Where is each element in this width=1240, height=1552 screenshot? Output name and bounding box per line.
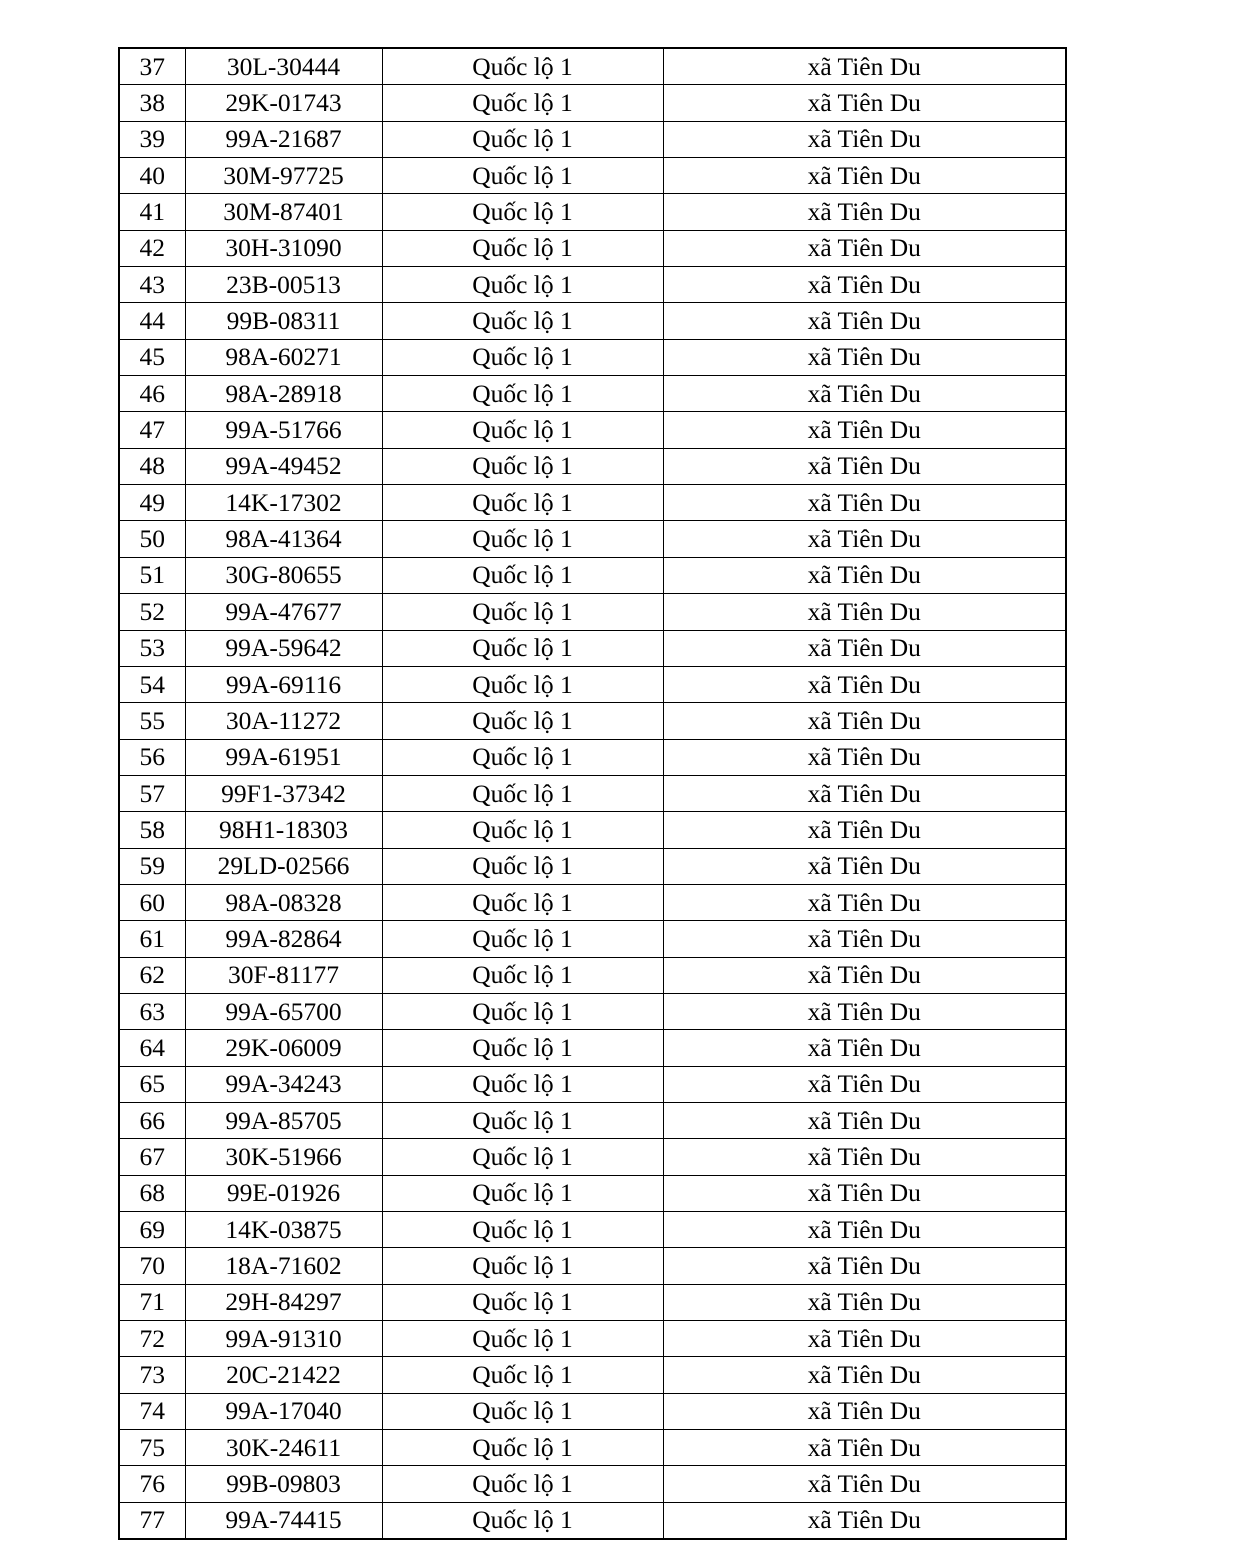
- cell-road: Quốc lộ 1: [382, 921, 663, 957]
- cell-road: Quốc lộ 1: [382, 1502, 663, 1539]
- table-row: [119, 666, 1066, 702]
- cell-index: 56: [119, 739, 185, 775]
- cell-license-plate: 18A-71602: [185, 1248, 382, 1284]
- cell-ward: xã Tiên Du: [663, 630, 1066, 666]
- table-row: [119, 48, 1066, 85]
- table-row: [119, 85, 1066, 121]
- cell-ward: xã Tiên Du: [663, 1139, 1066, 1175]
- cell-license-plate: 99A-65700: [185, 993, 382, 1029]
- cell-index: 63: [119, 993, 185, 1029]
- cell-ward: xã Tiên Du: [663, 1357, 1066, 1393]
- cell-license-plate: 99A-91310: [185, 1321, 382, 1357]
- cell-ward: xã Tiên Du: [663, 1466, 1066, 1502]
- table-row: [119, 1248, 1066, 1284]
- cell-road: Quốc lộ 1: [382, 85, 663, 121]
- cell-ward: xã Tiên Du: [663, 121, 1066, 157]
- cell-license-plate: 99A-59642: [185, 630, 382, 666]
- cell-license-plate: 30K-24611: [185, 1430, 382, 1466]
- cell-index: 37: [119, 48, 185, 85]
- cell-index: 39: [119, 121, 185, 157]
- cell-road: Quốc lộ 1: [382, 1393, 663, 1429]
- cell-road: Quốc lộ 1: [382, 485, 663, 521]
- cell-license-plate: 99A-49452: [185, 448, 382, 484]
- table-row: [119, 957, 1066, 993]
- table-row: [119, 1175, 1066, 1211]
- cell-ward: xã Tiên Du: [663, 921, 1066, 957]
- cell-license-plate: 14K-17302: [185, 485, 382, 521]
- cell-license-plate: 99E-01926: [185, 1175, 382, 1211]
- table-row: [119, 267, 1066, 303]
- cell-ward: xã Tiên Du: [663, 739, 1066, 775]
- cell-ward: xã Tiên Du: [663, 1430, 1066, 1466]
- cell-license-plate: 30A-11272: [185, 703, 382, 739]
- cell-road: Quốc lộ 1: [382, 630, 663, 666]
- table-row: [119, 1502, 1066, 1539]
- cell-ward: xã Tiên Du: [663, 848, 1066, 884]
- cell-ward: xã Tiên Du: [663, 957, 1066, 993]
- cell-license-plate: 30M-87401: [185, 194, 382, 230]
- cell-license-plate: 14K-03875: [185, 1212, 382, 1248]
- cell-road: Quốc lộ 1: [382, 1284, 663, 1320]
- cell-road: Quốc lộ 1: [382, 1357, 663, 1393]
- cell-index: 70: [119, 1248, 185, 1284]
- cell-ward: xã Tiên Du: [663, 448, 1066, 484]
- cell-index: 49: [119, 485, 185, 521]
- table-row: [119, 303, 1066, 339]
- table-row: [119, 557, 1066, 593]
- table-row: [119, 1284, 1066, 1320]
- table-row: [119, 775, 1066, 811]
- cell-index: 46: [119, 376, 185, 412]
- cell-license-plate: 30F-81177: [185, 957, 382, 993]
- table-row: [119, 158, 1066, 194]
- cell-index: 73: [119, 1357, 185, 1393]
- table-row: [119, 1393, 1066, 1429]
- table-row: [119, 1102, 1066, 1138]
- cell-license-plate: 29LD-02566: [185, 848, 382, 884]
- cell-license-plate: 99B-09803: [185, 1466, 382, 1502]
- cell-index: 60: [119, 884, 185, 920]
- cell-index: 55: [119, 703, 185, 739]
- cell-ward: xã Tiên Du: [663, 1284, 1066, 1320]
- cell-ward: xã Tiên Du: [663, 703, 1066, 739]
- cell-road: Quốc lộ 1: [382, 557, 663, 593]
- cell-license-plate: 99A-34243: [185, 1066, 382, 1102]
- table-row: [119, 1139, 1066, 1175]
- cell-index: 61: [119, 921, 185, 957]
- table-row: [119, 412, 1066, 448]
- cell-road: Quốc lộ 1: [382, 448, 663, 484]
- cell-index: 62: [119, 957, 185, 993]
- cell-road: Quốc lộ 1: [382, 1030, 663, 1066]
- cell-ward: xã Tiên Du: [663, 993, 1066, 1029]
- cell-index: 77: [119, 1502, 185, 1539]
- cell-road: Quốc lộ 1: [382, 1321, 663, 1357]
- cell-ward: xã Tiên Du: [663, 884, 1066, 920]
- cell-road: Quốc lộ 1: [382, 884, 663, 920]
- cell-index: 74: [119, 1393, 185, 1429]
- cell-license-plate: 99A-17040: [185, 1393, 382, 1429]
- cell-ward: xã Tiên Du: [663, 303, 1066, 339]
- cell-ward: xã Tiên Du: [663, 485, 1066, 521]
- cell-road: Quốc lộ 1: [382, 775, 663, 811]
- cell-ward: xã Tiên Du: [663, 812, 1066, 848]
- cell-road: Quốc lộ 1: [382, 339, 663, 375]
- table-container: [118, 47, 1065, 1540]
- cell-index: 66: [119, 1102, 185, 1138]
- table-row: [119, 594, 1066, 630]
- cell-license-plate: 23B-00513: [185, 267, 382, 303]
- cell-index: 71: [119, 1284, 185, 1320]
- cell-ward: xã Tiên Du: [663, 1502, 1066, 1539]
- cell-index: 76: [119, 1466, 185, 1502]
- cell-index: 69: [119, 1212, 185, 1248]
- cell-road: Quốc lộ 1: [382, 158, 663, 194]
- table-row: [119, 376, 1066, 412]
- cell-index: 42: [119, 230, 185, 266]
- table-row: [119, 739, 1066, 775]
- cell-ward: xã Tiên Du: [663, 1393, 1066, 1429]
- cell-ward: xã Tiên Du: [663, 48, 1066, 85]
- table-row: [119, 848, 1066, 884]
- cell-road: Quốc lộ 1: [382, 848, 663, 884]
- cell-license-plate: 99A-21687: [185, 121, 382, 157]
- cell-index: 44: [119, 303, 185, 339]
- cell-index: 43: [119, 267, 185, 303]
- cell-ward: xã Tiên Du: [663, 1175, 1066, 1211]
- cell-road: Quốc lộ 1: [382, 1248, 663, 1284]
- cell-ward: xã Tiên Du: [663, 1248, 1066, 1284]
- cell-license-plate: 98A-08328: [185, 884, 382, 920]
- cell-license-plate: 30K-51966: [185, 1139, 382, 1175]
- cell-road: Quốc lộ 1: [382, 739, 663, 775]
- cell-road: Quốc lộ 1: [382, 194, 663, 230]
- cell-road: Quốc lộ 1: [382, 666, 663, 702]
- table-row: [119, 812, 1066, 848]
- cell-road: Quốc lộ 1: [382, 1139, 663, 1175]
- cell-index: 41: [119, 194, 185, 230]
- table-row: [119, 521, 1066, 557]
- table-row: [119, 339, 1066, 375]
- cell-index: 48: [119, 448, 185, 484]
- cell-road: Quốc lộ 1: [382, 48, 663, 85]
- cell-index: 38: [119, 85, 185, 121]
- cell-license-plate: 29K-06009: [185, 1030, 382, 1066]
- cell-road: Quốc lộ 1: [382, 703, 663, 739]
- cell-index: 47: [119, 412, 185, 448]
- cell-road: Quốc lộ 1: [382, 594, 663, 630]
- cell-license-plate: 98A-41364: [185, 521, 382, 557]
- cell-license-plate: 30G-80655: [185, 557, 382, 593]
- cell-ward: xã Tiên Du: [663, 376, 1066, 412]
- cell-ward: xã Tiên Du: [663, 557, 1066, 593]
- table-row: [119, 121, 1066, 157]
- cell-index: 52: [119, 594, 185, 630]
- table-row: [119, 630, 1066, 666]
- cell-index: 75: [119, 1430, 185, 1466]
- cell-ward: xã Tiên Du: [663, 158, 1066, 194]
- cell-ward: xã Tiên Du: [663, 85, 1066, 121]
- cell-index: 57: [119, 775, 185, 811]
- cell-road: Quốc lộ 1: [382, 303, 663, 339]
- cell-license-plate: 98H1-18303: [185, 812, 382, 848]
- table-row: [119, 194, 1066, 230]
- cell-license-plate: 99A-85705: [185, 1102, 382, 1138]
- cell-road: Quốc lộ 1: [382, 230, 663, 266]
- cell-ward: xã Tiên Du: [663, 194, 1066, 230]
- cell-index: 54: [119, 666, 185, 702]
- cell-index: 65: [119, 1066, 185, 1102]
- cell-license-plate: 99A-47677: [185, 594, 382, 630]
- cell-license-plate: 29K-01743: [185, 85, 382, 121]
- cell-index: 40: [119, 158, 185, 194]
- vehicle-list-table: [118, 47, 1067, 1540]
- cell-index: 45: [119, 339, 185, 375]
- cell-ward: xã Tiên Du: [663, 666, 1066, 702]
- cell-road: Quốc lộ 1: [382, 1102, 663, 1138]
- table-row: [119, 993, 1066, 1029]
- table-row: [119, 448, 1066, 484]
- table-row: [119, 1466, 1066, 1502]
- cell-license-plate: 99A-61951: [185, 739, 382, 775]
- table-row: [119, 1066, 1066, 1102]
- cell-license-plate: 99A-51766: [185, 412, 382, 448]
- cell-index: 53: [119, 630, 185, 666]
- cell-license-plate: 98A-28918: [185, 376, 382, 412]
- cell-index: 68: [119, 1175, 185, 1211]
- cell-ward: xã Tiên Du: [663, 339, 1066, 375]
- cell-index: 51: [119, 557, 185, 593]
- cell-ward: xã Tiên Du: [663, 267, 1066, 303]
- cell-ward: xã Tiên Du: [663, 521, 1066, 557]
- cell-ward: xã Tiên Du: [663, 230, 1066, 266]
- cell-license-plate: 99B-08311: [185, 303, 382, 339]
- cell-license-plate: 98A-60271: [185, 339, 382, 375]
- cell-road: Quốc lộ 1: [382, 412, 663, 448]
- cell-road: Quốc lộ 1: [382, 1430, 663, 1466]
- cell-road: Quốc lộ 1: [382, 1066, 663, 1102]
- cell-ward: xã Tiên Du: [663, 1066, 1066, 1102]
- table-row: [119, 1321, 1066, 1357]
- cell-index: 58: [119, 812, 185, 848]
- cell-ward: xã Tiên Du: [663, 1321, 1066, 1357]
- cell-license-plate: 99A-82864: [185, 921, 382, 957]
- cell-ward: xã Tiên Du: [663, 594, 1066, 630]
- table-row: [119, 1430, 1066, 1466]
- cell-index: 64: [119, 1030, 185, 1066]
- cell-ward: xã Tiên Du: [663, 1030, 1066, 1066]
- cell-ward: xã Tiên Du: [663, 1212, 1066, 1248]
- cell-license-plate: 99A-74415: [185, 1502, 382, 1539]
- cell-license-plate: 99A-69116: [185, 666, 382, 702]
- table-row: [119, 485, 1066, 521]
- cell-index: 50: [119, 521, 185, 557]
- cell-index: 59: [119, 848, 185, 884]
- cell-index: 72: [119, 1321, 185, 1357]
- cell-road: Quốc lộ 1: [382, 1466, 663, 1502]
- cell-license-plate: 29H-84297: [185, 1284, 382, 1320]
- table-row: [119, 884, 1066, 920]
- cell-license-plate: 30H-31090: [185, 230, 382, 266]
- table-row: [119, 921, 1066, 957]
- cell-road: Quốc lộ 1: [382, 521, 663, 557]
- cell-road: Quốc lộ 1: [382, 267, 663, 303]
- cell-index: 67: [119, 1139, 185, 1175]
- table-body: [119, 48, 1066, 1539]
- table-row: [119, 1357, 1066, 1393]
- cell-ward: xã Tiên Du: [663, 775, 1066, 811]
- cell-road: Quốc lộ 1: [382, 121, 663, 157]
- cell-ward: xã Tiên Du: [663, 1102, 1066, 1138]
- table-row: [119, 230, 1066, 266]
- table-row: [119, 1030, 1066, 1066]
- cell-road: Quốc lộ 1: [382, 1212, 663, 1248]
- cell-license-plate: 30M-97725: [185, 158, 382, 194]
- cell-license-plate: 30L-30444: [185, 48, 382, 85]
- cell-license-plate: 20C-21422: [185, 1357, 382, 1393]
- cell-road: Quốc lộ 1: [382, 1175, 663, 1211]
- cell-license-plate: 99F1-37342: [185, 775, 382, 811]
- cell-road: Quốc lộ 1: [382, 993, 663, 1029]
- cell-road: Quốc lộ 1: [382, 376, 663, 412]
- table-row: [119, 1212, 1066, 1248]
- cell-road: Quốc lộ 1: [382, 957, 663, 993]
- table-row: [119, 703, 1066, 739]
- cell-ward: xã Tiên Du: [663, 412, 1066, 448]
- cell-road: Quốc lộ 1: [382, 812, 663, 848]
